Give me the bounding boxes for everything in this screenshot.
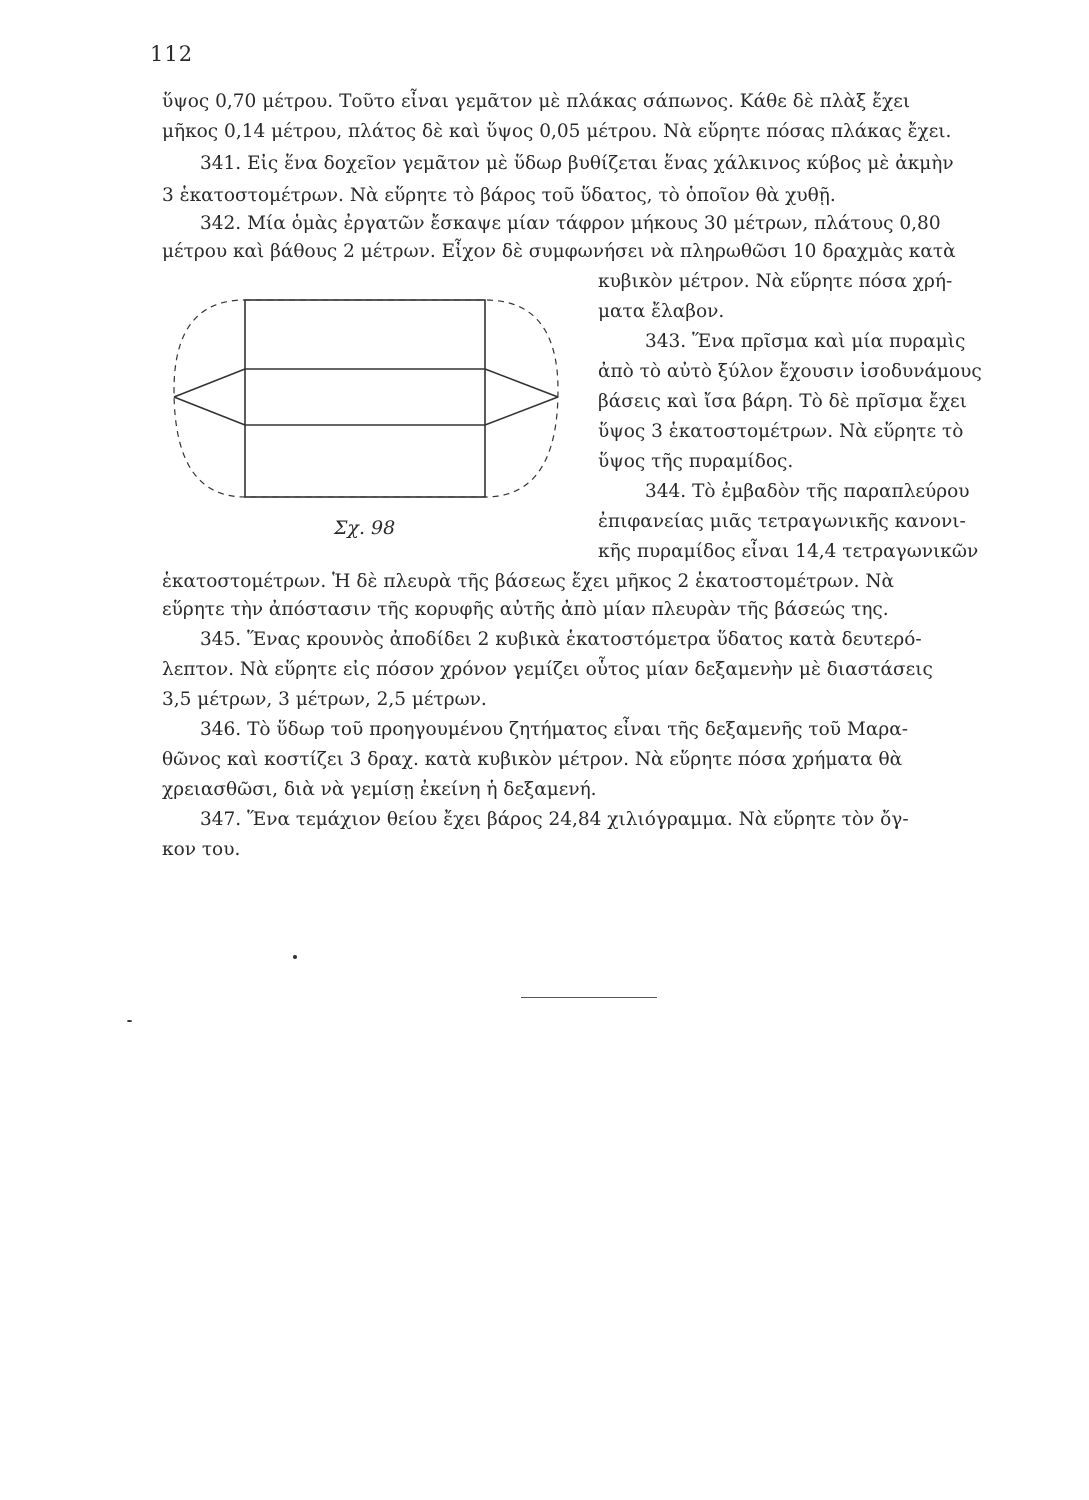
text-line: ματα ἔλαβον. bbox=[598, 301, 725, 322]
text-line: κῆς πυραμίδος εἶναι 14,4 τετραγωνικῶν bbox=[598, 541, 979, 562]
text-line: 3 ἑκατοστομέτρων. Νὰ εὕρητε τὸ βάρος τοῦ ὕδατος, τὸ ὁποῖον θὰ χυθῇ. bbox=[162, 185, 836, 206]
text-line: θῶνος καὶ κοστίζει 3 δραχ. κατὰ κυβικὸν μέτρον. Νὰ εὕρητε πόσα χρήματα θὰ bbox=[162, 749, 903, 770]
figure-98-prism-pyramid-diagram bbox=[160, 282, 570, 512]
text-line: ἑκατοστομέτρων. Ἡ δὲ πλευρὰ τῆς βάσεως ἔχει μῆκος 2 ἑκατοστομέτρων. Νὰ bbox=[162, 571, 895, 592]
text-line: ὕψος τῆς πυραμίδος. bbox=[598, 451, 794, 472]
text-line: μῆκος 0,14 μέτρου, πλάτος δὲ καὶ ὕψος 0,05 μέτρου. Νὰ εὕρητε πόσας πλάκας ἔχει. bbox=[162, 121, 952, 142]
text-line: λεπτον. Νὰ εὕρητε εἰς πόσον χρόνον γεμίζει οὗτος μίαν δεξαμενὴν μὲ διαστάσεις bbox=[162, 659, 933, 680]
ink-speck bbox=[293, 955, 297, 959]
text-line: ἀπὸ τὸ αὐτὸ ξύλον ἔχουσιν ἰσοδυνάμους bbox=[598, 361, 982, 382]
text-line: 341. Εἰς ἕνα δοχεῖον γεμᾶτον μὲ ὕδωρ βυθίζεται ἕνας χάλκινος κύβος μὲ ἀκμὴν bbox=[200, 153, 954, 174]
text-line: χρειασθῶσι, διὰ νὰ γεμίσῃ ἐκείνη ἡ δεξαμενή. bbox=[162, 779, 597, 800]
text-line: 346. Τὸ ὕδωρ τοῦ προηγουμένου ζητήματος εἶναι τῆς δεξαμενῆς τοῦ Μαρα- bbox=[200, 719, 908, 740]
text-line: ὕψος 0,70 μέτρου. Τοῦτο εἶναι γεμᾶτον μὲ πλάκας σάπωνος. Κάθε δὲ πλὰξ ἔχει bbox=[162, 91, 911, 112]
text-line: 342. Μία ὁμὰς ἐργατῶν ἔσκαψε μίαν τάφρον μήκους 30 μέτρων, πλάτους 0,80 bbox=[200, 213, 941, 234]
text-line: 347. Ἕνα τεμάχιον θείου ἔχει βάρος 24,84 χιλιόγραμμα. Νὰ εὕρητε τὸν ὄγ- bbox=[200, 809, 909, 830]
text-line: εὕρητε τὴν ἀπόστασιν τῆς κορυφῆς αὐτῆς ἀπὸ μίαν πλευρὰν τῆς βάσεώς της. bbox=[162, 599, 889, 620]
text-line: μέτρου καὶ βάθους 2 μέτρων. Εἶχον δὲ συμφωνήσει νὰ πληρωθῶσι 10 δραχμὰς κατὰ bbox=[162, 241, 956, 262]
text-line: κον του. bbox=[162, 839, 241, 860]
section-divider bbox=[521, 997, 657, 998]
page-number: 112 bbox=[150, 42, 194, 66]
text-line: ἐπιφανείας μιᾶς τετραγωνικῆς κανονι- bbox=[598, 511, 966, 532]
figure-caption: Σχ. 98 bbox=[334, 517, 396, 539]
ink-speck bbox=[127, 1020, 132, 1022]
text-line: κυβικὸν μέτρον. Νὰ εὕρητε πόσα χρή- bbox=[598, 271, 953, 292]
text-line: 345. Ἕνας κρουνὸς ἀποδίδει 2 κυβικὰ ἑκατοστόμετρα ὕδατος κατὰ δευτερό- bbox=[200, 629, 922, 650]
text-line: 344. Τὸ ἐμβαδὸν τῆς παραπλεύρου bbox=[645, 481, 970, 502]
text-line: βάσεις καὶ ἴσα βάρη. Τὸ δὲ πρῖσμα ἔχει bbox=[598, 391, 967, 412]
text-line: ὕψος 3 ἑκατοστομέτρων. Νὰ εὕρητε τὸ bbox=[598, 421, 964, 442]
text-line: 343. Ἕνα πρῖσμα καὶ μία πυραμὶς bbox=[645, 331, 966, 352]
text-line: 3,5 μέτρων, 3 μέτρων, 2,5 μέτρων. bbox=[162, 689, 487, 710]
